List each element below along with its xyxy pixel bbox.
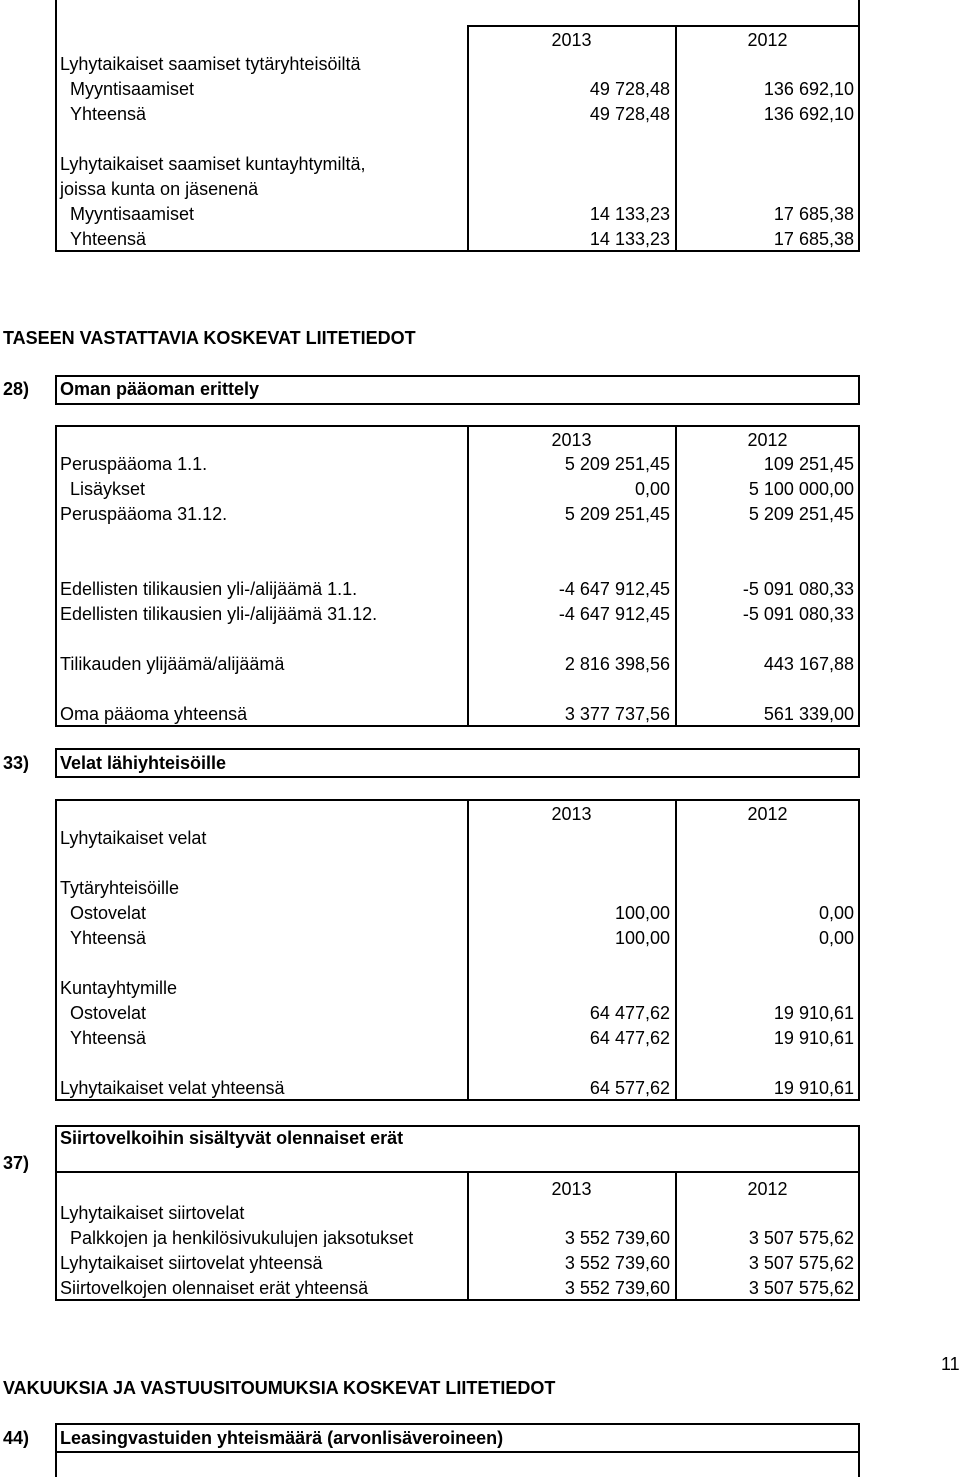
table-border-bottom: [55, 1299, 860, 1301]
section-title: Velat lähiyhteisöille: [60, 753, 227, 773]
value-2013: 100,00: [614, 903, 670, 923]
value-2012: 19 910,61: [773, 1028, 854, 1048]
group-title: Tytäryhteisöille: [60, 878, 180, 898]
row-label: Yhteensä: [70, 229, 147, 249]
table-subtitle: Lyhytaikaiset velat: [60, 828, 207, 848]
value-2012: 3 507 575,62: [748, 1278, 854, 1298]
row-label: Myyntisaamiset: [70, 79, 195, 99]
group-title: Lyhytaikaiset saamiset kuntayhtymiltä,: [60, 154, 366, 174]
row-label: Myyntisaamiset: [70, 204, 195, 224]
row-label: Oma pääoma yhteensä: [60, 704, 248, 724]
value-2013: 5 209 251,45: [564, 504, 670, 524]
value-2012: 0,00: [818, 903, 854, 923]
row-label: Edellisten tilikausien yli-/alijäämä 1.1.: [60, 579, 358, 599]
value-2013: -4 647 912,45: [558, 604, 670, 624]
table-border-left: [55, 0, 57, 252]
value-2013: 14 133,23: [589, 229, 670, 249]
value-2013: 49 728,48: [589, 104, 670, 124]
value-2012: 561 339,00: [763, 704, 854, 724]
value-2012: 3 507 575,62: [748, 1228, 854, 1248]
year-2013-header: 2013: [551, 1179, 592, 1199]
value-2013: 3 552 739,60: [564, 1228, 670, 1248]
section-heading: VAKUUKSIA JA VASTUUSITOUMUKSIA KOSKEVAT LIITETIEDOT: [3, 1378, 556, 1398]
year-2013-header: 2013: [551, 30, 592, 50]
row-label: Ostovelat: [70, 1003, 147, 1023]
value-2012: 443 167,88: [763, 654, 854, 674]
row-label: Palkkojen ja henkilösivukulujen jaksotukset: [70, 1229, 414, 1247]
section-title: Siirtovelkoihin sisältyvät olennaiset erät: [60, 1128, 404, 1148]
table-border-left: [55, 1451, 57, 1477]
value-2012: 19 910,61: [773, 1078, 854, 1098]
year-2012-header: 2012: [747, 1179, 788, 1199]
value-2012: 5 209 251,45: [748, 504, 854, 524]
column-divider: [675, 25, 677, 252]
value-2013: 2 816 398,56: [564, 654, 670, 674]
value-2012: 0,00: [818, 928, 854, 948]
value-2013: 5 209 251,45: [564, 454, 670, 474]
group-title: Kuntayhtymille: [60, 978, 178, 998]
value-2013: 64 577,62: [589, 1078, 670, 1098]
table-border-right: [858, 1451, 860, 1477]
value-2012: 19 910,61: [773, 1003, 854, 1023]
value-2013: 3 552 739,60: [564, 1278, 670, 1298]
row-label: Peruspääoma 1.1.: [60, 454, 208, 474]
group-title: joissa kunta on jäsenenä: [60, 179, 259, 199]
value-2012: 17 685,38: [773, 204, 854, 224]
value-2013: 49 728,48: [589, 79, 670, 99]
section-title: Oman pääoman erittely: [60, 379, 260, 399]
value-2013: 0,00: [634, 479, 670, 499]
value-2013: -4 647 912,45: [558, 579, 670, 599]
row-label: Lyhytaikaiset velat yhteensä: [60, 1078, 285, 1098]
table-border-top: [55, 799, 860, 801]
table-border-right: [858, 799, 860, 1101]
row-label: Yhteensä: [70, 928, 147, 948]
value-2013: 14 133,23: [589, 204, 670, 224]
table-border-bottom: [55, 1099, 860, 1101]
value-2012: 3 507 575,62: [748, 1253, 854, 1273]
year-2013-header: 2013: [551, 804, 592, 824]
year-2012-header: 2012: [747, 804, 788, 824]
row-label: Siirtovelkojen olennaiset erät yhteensä: [60, 1278, 369, 1298]
column-divider: [675, 425, 677, 727]
value-2012: 109 251,45: [763, 454, 854, 474]
table-border-top: [55, 425, 860, 427]
table-border-right: [858, 425, 860, 727]
value-2012: -5 091 080,33: [742, 579, 854, 599]
year-header-line: [467, 25, 860, 27]
row-label: Peruspääoma 31.12.: [60, 504, 228, 524]
value-2013: 64 477,62: [589, 1028, 670, 1048]
value-2012: 17 685,38: [773, 229, 854, 249]
column-divider: [675, 799, 677, 1101]
year-2012-header: 2012: [747, 30, 788, 50]
year-2013-header: 2013: [551, 430, 592, 450]
value-2013: 3 377 737,56: [564, 704, 670, 724]
table-border-bottom: [55, 725, 860, 727]
row-label: Tilikauden ylijäämä/alijäämä: [60, 654, 285, 674]
value-2012: 136 692,10: [763, 104, 854, 124]
section-number: 37): [3, 1153, 30, 1173]
value-2013: 3 552 739,60: [564, 1253, 670, 1273]
year-2012-header: 2012: [747, 430, 788, 450]
row-label: Ostovelat: [70, 903, 147, 923]
table-border-left: [55, 425, 57, 727]
value-2013: 64 477,62: [589, 1003, 670, 1023]
row-label: Yhteensä: [70, 1028, 147, 1048]
section-title: Leasingvastuiden yhteismäärä (arvonlisäveroineen): [60, 1428, 504, 1448]
value-2012: 136 692,10: [763, 79, 854, 99]
column-divider: [467, 25, 469, 252]
section-number: 44): [3, 1428, 30, 1448]
column-divider: [467, 799, 469, 1101]
table-border-left: [55, 1173, 57, 1301]
column-divider: [467, 425, 469, 727]
row-label: Lyhytaikaiset siirtovelat yhteensä: [60, 1253, 323, 1273]
table-subtitle: Lyhytaikaiset siirtovelat: [60, 1203, 245, 1223]
value-2013: 100,00: [614, 928, 670, 948]
table-border-left: [55, 799, 57, 1101]
table-border-bottom: [55, 250, 860, 252]
group-title: Lyhytaikaiset saamiset tytäryhteisöiltä: [60, 54, 361, 74]
value-2012: 5 100 000,00: [748, 479, 854, 499]
section-heading: TASEEN VASTATTAVIA KOSKEVAT LIITETIEDOT: [3, 328, 416, 348]
section-number: 28): [3, 379, 30, 399]
section-number: 33): [3, 753, 30, 773]
value-2012: -5 091 080,33: [742, 604, 854, 624]
row-label: Edellisten tilikausien yli-/alijäämä 31.12.: [60, 604, 378, 624]
page-number: 11: [941, 1354, 960, 1374]
row-label: Lisäykset: [70, 479, 146, 499]
row-label: Yhteensä: [70, 104, 147, 124]
